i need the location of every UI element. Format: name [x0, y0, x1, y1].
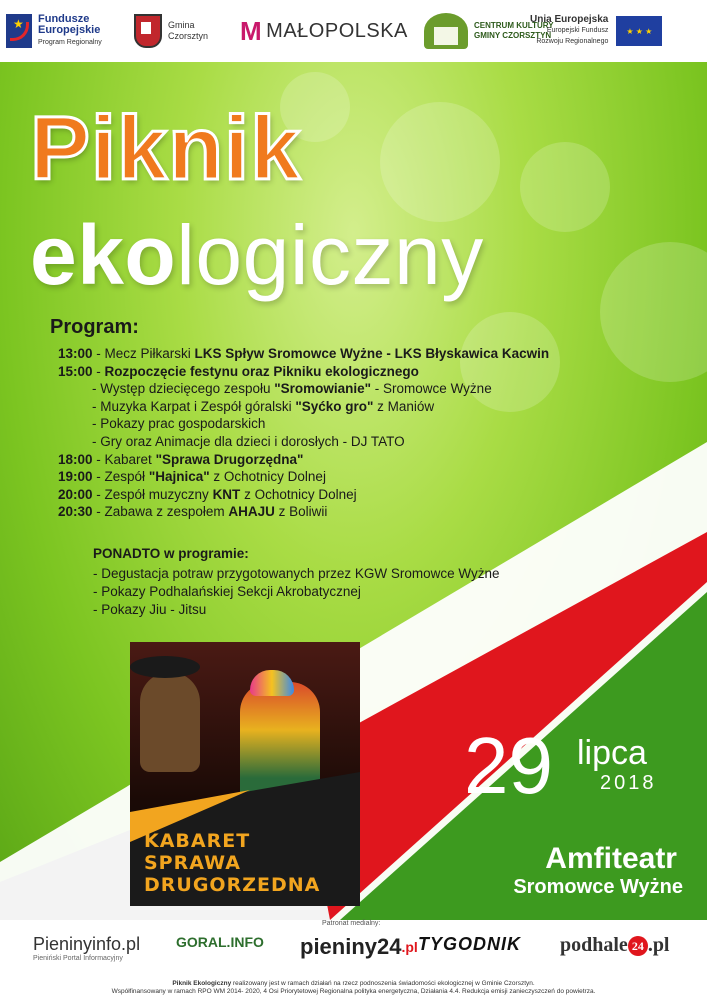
program-item	[58, 398, 549, 416]
venue-town: Sromowce Wyżne	[513, 876, 683, 898]
program-bold: KNT	[212, 486, 241, 502]
gmina-czorsztyn-logo	[134, 8, 208, 54]
program-item	[58, 345, 549, 363]
malopolska-m-icon: M	[240, 15, 263, 46]
pieninyinfo-sub: Pieniński Portal Informacyjny	[33, 955, 123, 962]
tygodnik-text: TYGODNIK	[418, 934, 522, 954]
podhale24-logo	[560, 934, 670, 957]
extra-item: - Pokazy Jiu - Jitsu	[93, 602, 207, 617]
program-text: - Sromowce Wyżne	[371, 381, 492, 397]
program-bold: "Syćko gro"	[295, 398, 374, 414]
program-item	[58, 363, 549, 381]
program-time: 15:00	[58, 363, 93, 379]
program-item	[58, 433, 549, 451]
gmina-line2: Czorsztyn	[168, 31, 209, 41]
extra-item: - Pokazy Podhalańskiej Sekcji Akrobatycznej	[93, 584, 361, 599]
program-text: z Ochotnicy Dolnej	[240, 486, 357, 502]
pieniny24-pl: .pl	[401, 939, 418, 955]
program-text: - Muzyka Karpat i Zespół góralski	[92, 398, 296, 414]
funding-note	[0, 980, 707, 996]
extra-heading: PONADTO w programie:	[93, 546, 249, 561]
venue-name: Amfiteatr	[545, 842, 677, 875]
program-time: 19:00	[58, 469, 93, 485]
extra-item: - Degustacja potraw przygotowanych przez KGW Sromowce Wyżne	[93, 566, 500, 581]
podhale-pl: .pl	[647, 934, 670, 956]
logo-bar	[0, 0, 707, 62]
sombrero-hat	[130, 656, 200, 678]
program-bold: "Hajnica"	[148, 469, 210, 485]
fundusze-icon	[6, 14, 32, 48]
program-item	[58, 415, 549, 433]
footer	[0, 920, 707, 1000]
kabaret-photo	[130, 642, 360, 906]
pieniny24-text: pieniny24	[300, 934, 402, 959]
kabaret-line3: DRUGORZEDNA	[144, 874, 321, 896]
malopolska-logo	[240, 8, 408, 54]
kabaret-line1: KABARET	[144, 830, 251, 852]
kabaret-line2: SPRAWA	[144, 852, 241, 874]
program-text: z Maniów	[373, 398, 435, 414]
program-text: - Występ dziecięcego zespołu	[92, 381, 275, 397]
unia-europejska-logo	[530, 8, 662, 54]
program-item	[58, 380, 549, 398]
eu-flag-icon: ★ ★ ★	[616, 16, 662, 46]
title-ekologiczny	[30, 210, 484, 300]
event-year: 2018	[600, 772, 657, 794]
ckgc-line1: CENTRUM KULTURY	[474, 21, 554, 30]
program-bold: Rozpoczęcie festynu oraz Pikniku ekologicznego	[104, 363, 419, 379]
pieninyinfo-text: Pieninyinfo.pl	[33, 934, 141, 954]
program-time: 18:00	[58, 451, 93, 467]
program-item	[58, 486, 549, 504]
program-heading: Program:	[50, 316, 139, 338]
program-text: - Zespół	[92, 469, 149, 485]
podhale-text: podhale	[560, 934, 628, 956]
fundusze-line2: Europejskie	[38, 24, 101, 36]
program-bold: LKS Spływ Sromowce Wyżne - LKS Błyskawica Kacwin	[194, 346, 550, 361]
program-text: z Boliwii	[274, 504, 328, 520]
program-time: 20:00	[58, 486, 93, 502]
note-line2: Współfinansowany w ramach RPO WM 2014- 2020, 4 Osi Priorytetowej Regionalna polityka energetyczna, Działania 4.4. Redukcja emisji zanieczyszczeń do powietrza.	[111, 988, 596, 995]
program-bold: "Sprawa Drugorzędna"	[155, 451, 304, 467]
program-text: - Zabawa z zespołem	[92, 504, 229, 520]
title-eko: eko	[30, 208, 177, 302]
goral-info-logo	[176, 934, 264, 950]
program-text: - Kabaret	[92, 451, 156, 467]
tygodnik-podhalanski-logo	[418, 934, 521, 955]
kabaret-caption	[144, 830, 320, 896]
malopolska-text: MAŁOPOLSKA	[266, 19, 408, 42]
performer-1	[140, 672, 200, 772]
program-list	[58, 345, 549, 521]
title-logiczny: logiczny	[176, 208, 484, 302]
fundusze-line1: Fundusze	[38, 13, 90, 25]
program-time: 13:00	[58, 346, 93, 361]
program-item	[58, 503, 549, 521]
program-bold: "Sromowianie"	[274, 381, 372, 397]
ckgc-line2: GMINY CZORSZTYN	[474, 31, 552, 40]
goral-text: GORAL.INFO	[176, 934, 264, 950]
poster-body	[0, 62, 707, 920]
note-text: realizowany jest w ramach działań na rzecz podnoszenia świadomości ekologicznej w Gminie Czorsztyn.	[231, 980, 535, 987]
event-month: lipca	[577, 734, 647, 772]
program-item	[58, 451, 549, 469]
patronat-label: Patronat medialny:	[322, 920, 381, 927]
pieniny24-logo	[300, 934, 418, 960]
fundusze-europejskie-logo	[6, 8, 102, 54]
program-text: - Pokazy prac gospodarskich	[92, 416, 266, 432]
event-day: 29	[464, 721, 553, 810]
extra-list	[93, 565, 500, 619]
note-bold: Piknik Ekologiczny	[172, 980, 232, 987]
program-text: - Mecz Piłkarski	[92, 346, 195, 361]
crest-icon	[134, 14, 162, 48]
ue-line3: Rozwoju Regionalnego	[536, 38, 609, 45]
gmina-line1: Gmina	[168, 20, 195, 30]
pieninyinfo-logo	[33, 934, 140, 962]
program-item	[58, 468, 549, 486]
title-piknik: Piknik	[30, 99, 302, 199]
program-time: 20:30	[58, 504, 93, 520]
program-text: - Zespół muzyczny	[92, 486, 213, 502]
ue-line2: Europejski Fundusz	[546, 27, 609, 34]
building-icon	[424, 13, 468, 49]
program-text: - Gry oraz Animacje dla dzieci i dorosłych - DJ TATO	[92, 433, 405, 449]
podhale-number: 24	[628, 936, 648, 956]
program-text: -	[92, 363, 105, 379]
program-bold: AHAJU	[228, 504, 275, 520]
program-text: z Ochotnicy Dolnej	[209, 469, 326, 485]
ue-line1: Unia Europejska	[530, 14, 609, 25]
fundusze-sub: Program Regionalny	[38, 39, 102, 46]
